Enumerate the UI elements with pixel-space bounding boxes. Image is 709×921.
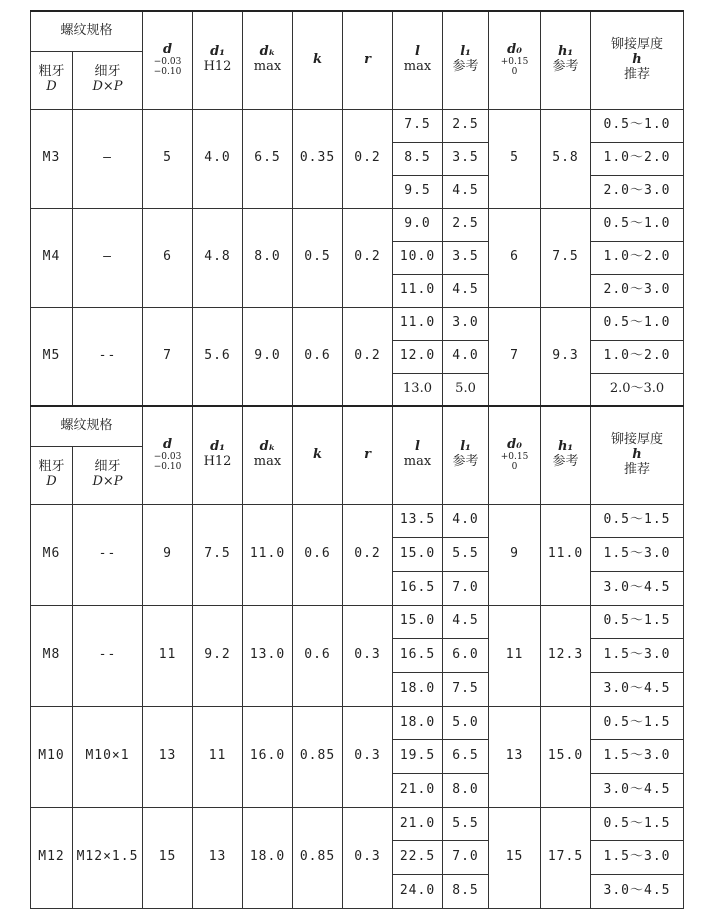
r-cell: 0.3	[343, 605, 393, 706]
l1-cell: 3.5	[443, 142, 489, 175]
l-cell: 15.0	[393, 538, 443, 572]
l1-cell: 7.0	[443, 571, 489, 605]
rivet-thickness-cell: 1.5～3.0	[591, 639, 684, 673]
l1-cell: 7.0	[443, 841, 489, 875]
dk-cell: 16.0	[243, 706, 293, 807]
rivet-thickness-cell: 1.0～2.0	[591, 241, 684, 274]
l1-cell: 5.5	[443, 807, 489, 841]
r-header: r	[343, 11, 393, 109]
d-cell: 7	[143, 307, 193, 406]
l1-cell: 4.0	[443, 504, 489, 538]
rivet-thickness-cell: 3.0～4.5	[591, 875, 684, 909]
l-cell: 9.0	[393, 208, 443, 241]
d-cell: 13	[143, 706, 193, 807]
fine-thread-cell: —	[73, 109, 143, 208]
rivet-thickness-cell: 1.0～2.0	[591, 142, 684, 175]
k-cell: 0.85	[293, 807, 343, 908]
dk-header: dₖ max	[243, 11, 293, 109]
rivet-thickness-cell: 1.5～3.0	[591, 538, 684, 572]
l1-cell: 5.0	[443, 706, 489, 740]
rivet-thickness-cell: 1.0～2.0	[591, 340, 684, 373]
h1-cell: 7.5	[541, 208, 591, 307]
coarse-thread-header: 粗牙 D	[31, 51, 73, 109]
l-cell: 12.0	[393, 340, 443, 373]
k-cell: 0.5	[293, 208, 343, 307]
l1-cell: 5.5	[443, 538, 489, 572]
rivet-thickness-cell: 2.0～3.0	[591, 274, 684, 307]
l1-cell: 4.0	[443, 340, 489, 373]
rivet-thickness-cell: 0.5～1.0	[591, 307, 684, 340]
rivet-thickness-cell: 0.5～1.5	[591, 504, 684, 538]
rivet-thickness-cell: 1.5～3.0	[591, 841, 684, 875]
r-header: r	[343, 406, 393, 504]
k-cell: 0.35	[293, 109, 343, 208]
d0-cell: 6	[489, 208, 541, 307]
d-header: d −0.03 −0.10	[143, 11, 193, 109]
k-cell: 0.6	[293, 605, 343, 706]
d1-cell: 13	[193, 807, 243, 908]
r-cell: 0.2	[343, 109, 393, 208]
dk-cell: 11.0	[243, 504, 293, 605]
l1-cell: 7.5	[443, 672, 489, 706]
l1-header: l₁ 参考	[443, 406, 489, 504]
dk-cell: 6.5	[243, 109, 293, 208]
h1-cell: 11.0	[541, 504, 591, 605]
r-cell: 0.3	[343, 807, 393, 908]
l-cell: 7.5	[393, 109, 443, 142]
l-cell: 13.5	[393, 504, 443, 538]
r-cell: 0.2	[343, 504, 393, 605]
r-cell: 0.2	[343, 208, 393, 307]
d0-cell: 11	[489, 605, 541, 706]
dk-header: dₖ max	[243, 406, 293, 504]
fine-thread-cell: M10×1	[73, 706, 143, 807]
fine-thread-cell: --	[73, 605, 143, 706]
table-row	[31, 807, 684, 841]
dk-cell: 8.0	[243, 208, 293, 307]
rivet-thickness-cell: 0.5～1.5	[591, 807, 684, 841]
rivet-thickness-header: 铆接厚度 h 推荐	[591, 406, 684, 504]
dk-cell: 13.0	[243, 605, 293, 706]
coarse-thread-cell: M4	[31, 208, 73, 307]
d0-cell: 7	[489, 307, 541, 406]
fine-thread-cell: --	[73, 504, 143, 605]
l-header: l max	[393, 406, 443, 504]
l-cell: 16.5	[393, 571, 443, 605]
d-cell: 6	[143, 208, 193, 307]
d-header: d −0.03 −0.10	[143, 406, 193, 504]
l1-cell: 4.5	[443, 274, 489, 307]
l-cell: 21.0	[393, 774, 443, 808]
coarse-thread-cell: M3	[31, 109, 73, 208]
d1-header: d₁ H12	[193, 11, 243, 109]
rivet-thickness-cell: 2.0～3.0	[591, 373, 684, 406]
l-cell: 19.5	[393, 740, 443, 774]
fine-thread-cell: M12×1.5	[73, 807, 143, 908]
l-cell: 21.0	[393, 807, 443, 841]
l1-cell: 8.0	[443, 774, 489, 808]
dk-cell: 18.0	[243, 807, 293, 908]
dk-cell: 9.0	[243, 307, 293, 406]
rivet-thickness-cell: 3.0～4.5	[591, 571, 684, 605]
fine-thread-cell: —	[73, 208, 143, 307]
d0-header: d₀ +0.15 0	[489, 406, 541, 504]
rivet-thickness-cell: 3.0～4.5	[591, 774, 684, 808]
rivet-thickness-header: 铆接厚度 h 推荐	[591, 11, 684, 109]
l1-cell: 4.5	[443, 175, 489, 208]
l1-cell: 4.5	[443, 605, 489, 639]
l-cell: 18.0	[393, 672, 443, 706]
d1-cell: 11	[193, 706, 243, 807]
table-row	[31, 208, 684, 241]
rivet-thickness-cell: 1.5～3.0	[591, 740, 684, 774]
l1-cell: 2.5	[443, 109, 489, 142]
k-header: k	[293, 406, 343, 504]
rivet-thickness-cell: 0.5～1.0	[591, 208, 684, 241]
d1-cell: 4.0	[193, 109, 243, 208]
l-cell: 11.0	[393, 307, 443, 340]
rivet-thickness-cell: 0.5～1.5	[591, 605, 684, 639]
d1-header: d₁ H12	[193, 406, 243, 504]
r-cell: 0.3	[343, 706, 393, 807]
l1-cell: 5.0	[443, 373, 489, 406]
table-row	[31, 605, 684, 639]
d0-cell: 13	[489, 706, 541, 807]
l-cell: 13.0	[393, 373, 443, 406]
table-row	[31, 307, 684, 340]
l-cell: 8.5	[393, 142, 443, 175]
h1-header: h₁ 参考	[541, 406, 591, 504]
d0-header: d₀ +0.15 0	[489, 11, 541, 109]
l1-cell: 2.5	[443, 208, 489, 241]
h1-header: h₁ 参考	[541, 11, 591, 109]
l1-header: l₁ 参考	[443, 11, 489, 109]
fine-thread-header: 细牙 D×P	[73, 51, 143, 109]
h1-cell: 5.8	[541, 109, 591, 208]
d0-cell: 9	[489, 504, 541, 605]
l1-cell: 3.0	[443, 307, 489, 340]
rivet-thickness-cell: 0.5～1.5	[591, 706, 684, 740]
d1-cell: 4.8	[193, 208, 243, 307]
coarse-thread-cell: M10	[31, 706, 73, 807]
table-row	[31, 504, 684, 538]
l-cell: 11.0	[393, 274, 443, 307]
d1-cell: 9.2	[193, 605, 243, 706]
k-header: k	[293, 11, 343, 109]
l1-cell: 6.0	[443, 639, 489, 673]
d0-cell: 5	[489, 109, 541, 208]
coarse-thread-cell: M12	[31, 807, 73, 908]
d-cell: 15	[143, 807, 193, 908]
d1-cell: 7.5	[193, 504, 243, 605]
spec-table	[30, 10, 684, 407]
l-cell: 9.5	[393, 175, 443, 208]
d-cell: 9	[143, 504, 193, 605]
l-header: l max	[393, 11, 443, 109]
k-cell: 0.85	[293, 706, 343, 807]
rivet-thickness-cell: 0.5～1.0	[591, 109, 684, 142]
rivet-thickness-cell: 2.0～3.0	[591, 175, 684, 208]
l-cell: 10.0	[393, 241, 443, 274]
d0-cell: 15	[489, 807, 541, 908]
l1-cell: 8.5	[443, 875, 489, 909]
l-cell: 15.0	[393, 605, 443, 639]
d1-cell: 5.6	[193, 307, 243, 406]
coarse-thread-header: 粗牙 D	[31, 446, 73, 504]
h1-cell: 15.0	[541, 706, 591, 807]
l1-cell: 3.5	[443, 241, 489, 274]
l1-cell: 6.5	[443, 740, 489, 774]
l-cell: 24.0	[393, 875, 443, 909]
l-cell: 18.0	[393, 706, 443, 740]
rivet-thickness-cell: 3.0～4.5	[591, 672, 684, 706]
fine-thread-cell: --	[73, 307, 143, 406]
coarse-thread-cell: M8	[31, 605, 73, 706]
h1-cell: 9.3	[541, 307, 591, 406]
l-cell: 16.5	[393, 639, 443, 673]
fine-thread-header: 细牙 D×P	[73, 446, 143, 504]
l-cell: 22.5	[393, 841, 443, 875]
coarse-thread-cell: M6	[31, 504, 73, 605]
table-row	[31, 706, 684, 740]
spec-table	[30, 405, 684, 909]
d-cell: 11	[143, 605, 193, 706]
coarse-thread-cell: M5	[31, 307, 73, 406]
k-cell: 0.6	[293, 504, 343, 605]
thread-spec-header: 螺纹规格	[31, 406, 143, 446]
k-cell: 0.6	[293, 307, 343, 406]
table-row	[31, 109, 684, 142]
d-cell: 5	[143, 109, 193, 208]
h1-cell: 17.5	[541, 807, 591, 908]
r-cell: 0.2	[343, 307, 393, 406]
h1-cell: 12.3	[541, 605, 591, 706]
thread-spec-header: 螺纹规格	[31, 11, 143, 51]
